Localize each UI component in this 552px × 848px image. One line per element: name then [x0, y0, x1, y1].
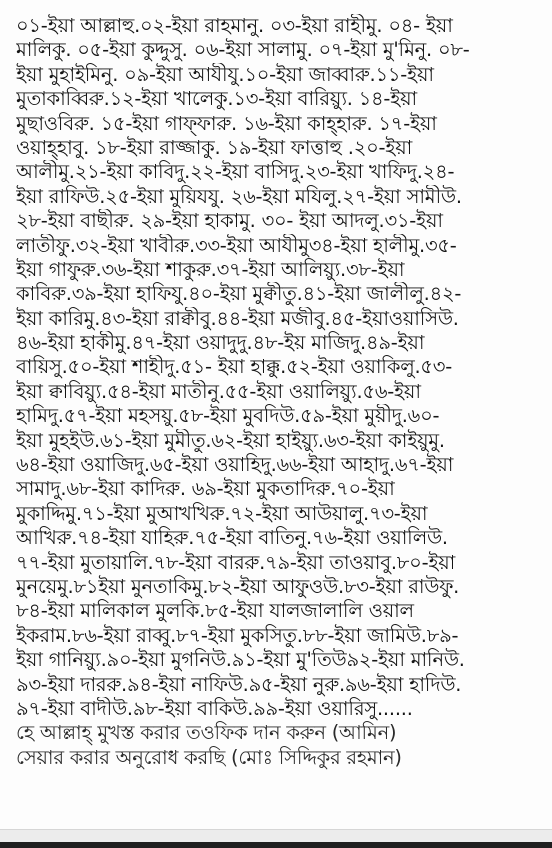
text-line: ইয়া রাফিউ.২৫-ইয়া মুয়িযযু. ২৬-ইয়া মযিলু.২৭-ইয়া সামীউ. — [16, 184, 462, 208]
text-line: ইকরাম.৮৬-ইয়া রাব্বু.৮৭-ইয়া মুকসিতু.৮৮-ইয়া জামিউ.৮৯- — [16, 623, 459, 647]
text-line: ২৮-ইয়া বাছীরু. ২৯-ইয়া হাকামু. ৩০- ইয়া আদলু.৩১-ইয়া — [16, 209, 443, 233]
text-line: লাতীফু.৩২-ইয়া খাবীরু.৩৩-ইয়া আযীমু৩৪-ইয়া হালীমু.৩৫- — [16, 233, 457, 257]
text-line: কাবিরু.৩৯-ইয়া হাফিযু.৪০-ইয়া মুক্বীতু.৪১-ইয়া জালীলু.৪২- — [16, 282, 462, 306]
text-line: ওয়াহ্হাবু. ১৮-ইয়া রাজ্জাকু. ১৯-ইয়া ফাত্তাহু .২০-ইয়া — [16, 135, 413, 159]
text-line: মুকাদ্দিমু.৭১-ইয়া মুআখখিরু.৭২-ইয়া আউয়ালু.৭৩-ইয়া — [16, 501, 428, 525]
text-line: ৮৪-ইয়া মালিকাল মুলকি.৮৫-ইয়া যালজালালি ওয়াল — [16, 599, 414, 623]
text-line: মুতাকাব্বিরু.১২-ইয়া খালেকু.১৩-ইয়া বারিয়্যু. ১৪-ইয়া — [16, 87, 417, 111]
text-line: ইয়া মুহইউ.৬১-ইয়া মুমীতু.৬২-ইয়া হাইয়্যু.৬৩-ইয়া কাইয়ুমু. — [16, 428, 445, 452]
text-line: মুছাওবিরু. ১৫-ইয়া গাফ্‌ফারু. ১৬-ইয়া কাহ্‌হারু. ১৭-ইয়া — [16, 111, 437, 135]
text-line: ইয়া গানিয়্যু.৯০-ইয়া মুগনিউ.৯১-ইয়া মু'তিউ৯২-ইয়া মানিউ. — [16, 648, 465, 672]
share-request-line: সেয়ার করার অনুরোধ করছি (মোঃ সিদ্দিকুর রহমান) — [16, 745, 402, 769]
text-line: ৯৩-ইয়া দাররু.৯৪-ইয়া নাফিউ.৯৫-ইয়া নুরু.৯৬-ইয়া হাদিউ. — [16, 672, 462, 696]
text-line: ইয়া গাফুরু.৩৬-ইয়া শাকুরু.৩৭-ইয়া আলিয়্যু.৩৮-ইয়া — [16, 257, 405, 281]
text-line: ইয়া কারিমু.৪৩-ইয়া রাক্বীবু.৪৪-ইয়া মজীবু.৪৫-ইয়াওয়াসিউ. — [16, 306, 459, 330]
bottom-edge-bar — [0, 829, 552, 848]
text-line: সামাদু.৬৮-ইয়া কাদিরু. ৬৯-ইয়া মুকতাদিরু.৭০-ইয়া — [16, 477, 395, 501]
text-line: ৯৭-ইয়া বাদীউ.৯৮-ইয়া বাকিউ.৯৯-ইয়া ওয়ারিসু...... — [16, 696, 413, 720]
text-line: আখিরু.৭৪-ইয়া যাহিরু.৭৫-ইয়া বাতিনু.৭৬-ইয়া ওয়ালিউ. — [16, 526, 448, 550]
text-line: ৪৬-ইয়া হাকীমু.৪৭-ইয়া ওয়াদুদু.৪৮-ইয় মাজিদু.৪৯-ইয়া — [16, 331, 425, 355]
text-line: ৬৪-ইয়া ওয়াজিদু.৬৫-ইয়া ওয়াহিদু.৬৬-ইয়া আহাদু.৬৭-ইয়া — [16, 453, 454, 477]
text-line: বায়িসু.৫০-ইয়া শাহীদু.৫১- ইয়া হাক্কু.৫২-ইয়া ওয়াকিলু.৫৩- — [16, 355, 453, 379]
text-line: মালিকু. ০৫-ইয়া কুদ্দুসু. ০৬-ইয়া সালামু. ০৭-ইয়া মু'মিনু. ০৮- — [16, 38, 470, 62]
text-line: ইয়া ক্বাবিয়্যু.৫৪-ইয়া মাতীনু.৫৫-ইয়া ওয়ালিয়্যু.৫৬-ইয়া — [16, 379, 421, 403]
text-line: মুনয়েমু.৮১ইয়া মুনতাকিমু.৮২-ইয়া আফুওউ.৮৩-ইয়া রাউফু. — [16, 574, 460, 598]
text-line: আলীমু.২১-ইয়া কাবিদু.২২-ইয়া বাসিদু.২৩-ইয়া খাফিদু.২৪- — [16, 160, 455, 184]
names-text-block — [16, 14, 534, 770]
text-line: হামিদু.৫৭-ইয়া মহসয়ু.৫৮-ইয়া মুবদিউ.৫৯-ইয়া মুয়ীদু.৬০- — [16, 404, 440, 428]
text-line: ০১-ইয়া আল্লাহু.০২-ইয়া রাহমানু. ০৩-ইয়া রাহীমু. ০৪- ইয়া — [16, 14, 453, 37]
prayer-line: হে আল্লাহ্ মুখস্ত করার তওফিক দান করুন (আমিন) — [16, 721, 397, 745]
text-line: ইয়া মুহাইমিনু. ০৯-ইয়া আযীযু.১০-ইয়া জাব্বারু.১১-ইয়া — [16, 62, 434, 86]
text-line: ৭৭-ইয়া মুতায়ালি.৭৮-ইয়া বাররু.৭৯-ইয়া তাওয়াবু.৮০-ইয়া — [16, 550, 456, 574]
